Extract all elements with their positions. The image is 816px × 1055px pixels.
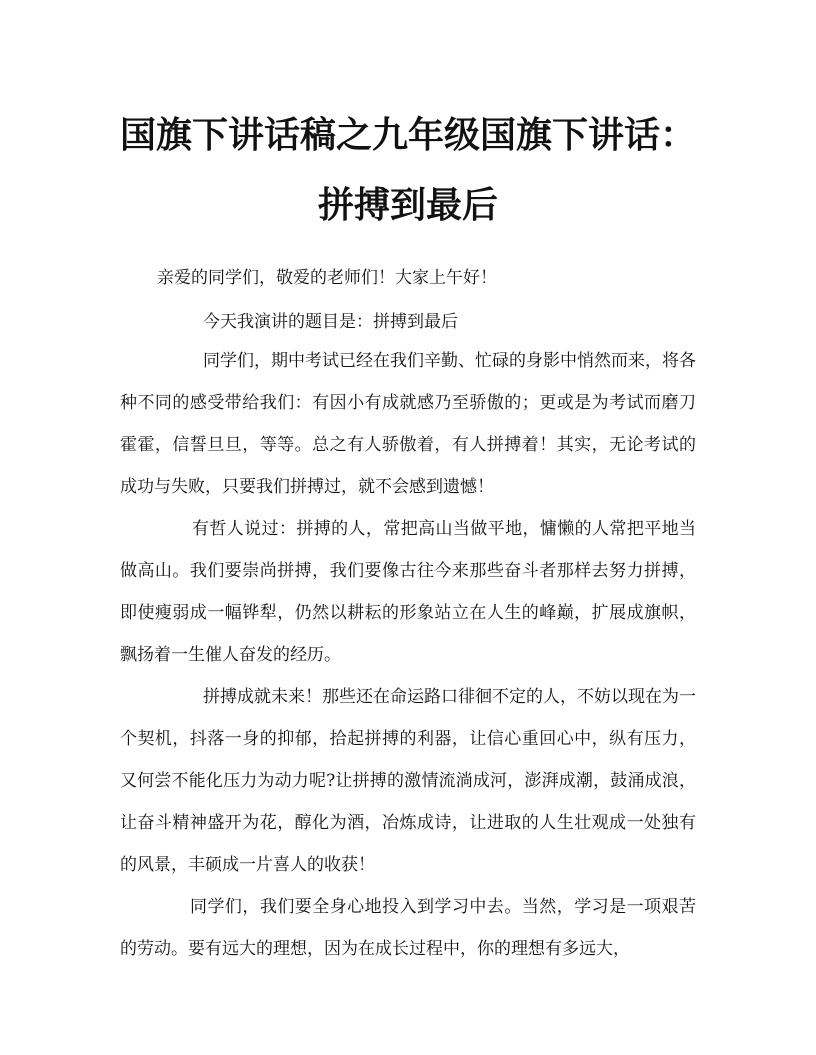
greeting-line: 亲爱的同学们，敬爱的老师们！大家上午好！: [157, 268, 497, 288]
body-paragraph: 拼搏成就未来！那些还在命运路口徘徊不定的人，不妨以现在为一个契机，抖落一身的抑郁，拾起拼搏的利器，让信心重回心中，纵有压力，又何尝不能化压力为动力呢?让拼搏的激情流淌成河，澎湃成潮，鼓涌成浪，让奋斗精神盛开为花，醇化为酒，冶炼成诗，让进取的人生壮观成一处独有的风景，丰硕成一片喜人的收获！: [120, 687, 696, 875]
body-paragraph: 同学们，期中考试已经在我们辛勤、忙碌的身影中悄然而来，将各种不同的感受带给我们：有因小有成就感乃至骄傲的；更或是为考试而磨刀霍霍，信誓旦旦，等等。总之有人骄傲着，有人拼搏着！其实，无论考试的成功与失败，只要我们拼搏过，就不会感到遗憾！: [120, 351, 696, 497]
speech-topic-line: 今天我演讲的题目是：拼搏到最后: [203, 312, 458, 332]
body-paragraph: 同学们，我们要全身心地投入到学习中去。当然，学习是一项艰苦的劳动。要有远大的理想，因为在成长过程中，你的理想有多远大，: [120, 897, 696, 959]
document-title: 国旗下讲话稿之九年级国旗下讲话：拼搏到最后: [120, 114, 697, 226]
body-paragraph: 有哲人说过：拼搏的人，常把高山当做平地，慵懒的人常把平地当做高山。我们要崇尚拼搏，我们要像古往今来那些奋斗者那样去努力拼搏，即使瘦弱成一幅铧犁，仍然以耕耘的形象站立在人生的峰巅，扩展成旗帜，飘扬着一生催人奋发的经历。: [120, 519, 696, 665]
